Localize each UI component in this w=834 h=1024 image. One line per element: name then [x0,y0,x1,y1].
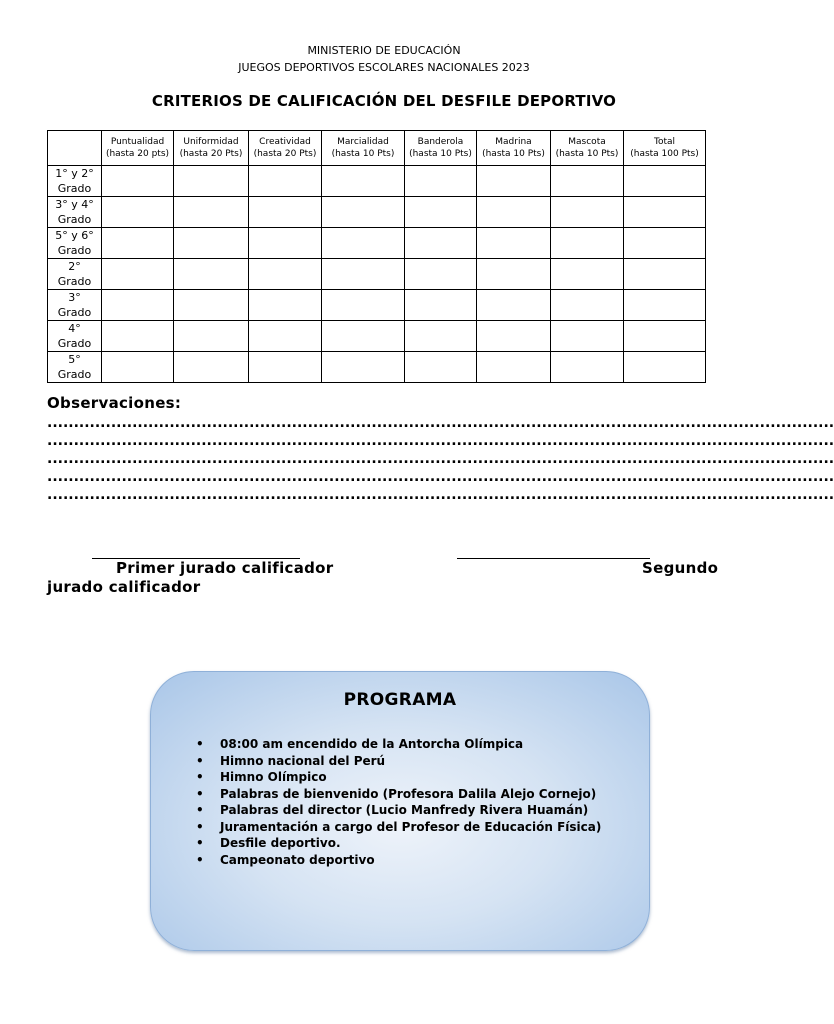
second-signature-line [457,558,650,559]
score-cell[interactable] [249,290,322,321]
grade-label: 3° Grado [48,290,102,321]
bullet-icon: • [196,819,204,834]
observation-line[interactable]: .................................................................................................................................................... [47,451,834,467]
header-corner-cell [48,131,102,166]
score-cell[interactable] [249,166,322,197]
score-cell[interactable] [551,197,624,228]
observation-line[interactable]: .................................................................................................................................................... [47,415,834,431]
score-cell[interactable] [624,166,706,197]
list-item: • Himno Olímpico [196,770,327,784]
list-item: • Desfile deportivo. [196,836,341,850]
score-cell[interactable] [551,290,624,321]
second-judge-label-continued: jurado calificador [47,578,201,596]
first-judge-label: Primer jurado calificador [116,559,334,577]
score-cell[interactable] [322,352,405,383]
bullet-icon: • [196,803,204,817]
table-row [48,290,706,321]
score-cell[interactable] [102,352,174,383]
program-list [196,736,601,868]
list-item: • Campeonato deportivo [196,852,375,867]
score-cell[interactable] [102,290,174,321]
column-header: Puntualidad (hasta 20 pts) [102,131,174,166]
score-cell[interactable] [624,197,706,228]
table-header-row [48,131,706,166]
program-title: PROGRAMA [343,690,457,710]
table-row [48,197,706,228]
score-cell[interactable] [477,321,551,352]
column-header: Mascota (hasta 10 Pts) [551,131,624,166]
list-item: • Himno nacional del Perú [196,753,386,768]
score-cell[interactable] [624,259,706,290]
scoring-table [47,130,706,383]
event-heading: JUEGOS DEPORTIVOS ESCOLARES NACIONALES 2023 [238,61,530,74]
table-row [48,228,706,259]
score-cell[interactable] [174,197,249,228]
score-cell[interactable] [624,321,706,352]
grade-label: 5° y 6° Grado [48,228,102,259]
bullet-icon: • [196,753,204,768]
bullet-icon: • [196,852,204,867]
list-item: • Juramentación a cargo del Profesor de Educación Física) [196,819,602,834]
column-header: Total (hasta 100 Pts) [624,131,706,166]
score-cell[interactable] [477,259,551,290]
score-cell[interactable] [322,197,405,228]
score-cell[interactable] [174,352,249,383]
list-item: • Palabras de bienvenido (Profesora Dalila Alejo Cornejo) [196,786,597,801]
score-cell[interactable] [551,166,624,197]
score-cell[interactable] [174,290,249,321]
page-title: CRITERIOS DE CALIFICACIÓN DEL DESFILE DEPORTIVO [151,92,617,110]
column-header: Madrina (hasta 10 Pts) [477,131,551,166]
column-header: Uniformidad (hasta 20 Pts) [174,131,249,166]
score-cell[interactable] [174,228,249,259]
column-header: Marcialidad (hasta 10 Pts) [322,131,405,166]
table-row [48,352,706,383]
score-cell[interactable] [102,166,174,197]
score-cell[interactable] [249,259,322,290]
score-cell[interactable] [405,228,477,259]
observation-line[interactable]: .................................................................................................................................................... [47,433,834,449]
score-cell[interactable] [477,197,551,228]
score-cell[interactable] [322,290,405,321]
score-cell[interactable] [102,197,174,228]
score-cell[interactable] [477,166,551,197]
observation-line[interactable]: .................................................................................................................................................... [47,487,834,503]
bullet-icon: • [196,786,204,801]
column-header: Creatividad (hasta 20 Pts) [249,131,322,166]
score-cell[interactable] [551,259,624,290]
score-cell[interactable] [322,228,405,259]
column-header: Banderola (hasta 10 Pts) [405,131,477,166]
score-cell[interactable] [249,321,322,352]
score-cell[interactable] [322,259,405,290]
score-cell[interactable] [405,352,477,383]
score-cell[interactable] [102,321,174,352]
second-judge-label: Segundo [642,559,719,577]
score-cell[interactable] [249,228,322,259]
score-cell[interactable] [249,197,322,228]
score-cell[interactable] [477,228,551,259]
table-row [48,166,706,197]
score-cell[interactable] [249,352,322,383]
bullet-icon: • [196,836,204,850]
bullet-icon: • [196,770,204,784]
score-cell[interactable] [102,228,174,259]
score-cell[interactable] [405,321,477,352]
table-row [48,259,706,290]
score-cell[interactable] [174,166,249,197]
table-row [48,321,706,352]
score-cell[interactable] [322,321,405,352]
list-item: • Palabras del director (Lucio Manfredy Rivera Huamán) [196,803,589,817]
score-cell[interactable] [624,352,706,383]
grade-label: 5° Grado [48,352,102,383]
score-cell[interactable] [551,321,624,352]
grade-label: 3° y 4° Grado [48,197,102,228]
score-cell[interactable] [405,197,477,228]
observation-line[interactable]: .................................................................................................................................................... [47,469,834,485]
score-cell[interactable] [405,290,477,321]
bullet-icon: • [196,737,204,751]
score-cell[interactable] [624,290,706,321]
score-cell[interactable] [477,290,551,321]
score-cell[interactable] [174,321,249,352]
score-cell[interactable] [405,259,477,290]
score-cell[interactable] [551,352,624,383]
grade-label: 1° y 2° Grado [48,166,102,197]
score-cell[interactable] [174,259,249,290]
score-cell[interactable] [102,259,174,290]
score-cell[interactable] [477,352,551,383]
score-cell[interactable] [405,166,477,197]
ministry-heading: MINISTERIO DE EDUCACIÓN [307,44,461,57]
grade-label: 2° Grado [48,259,102,290]
score-cell[interactable] [624,228,706,259]
list-item: • 08:00 am encendido de la Antorcha Olímpica [196,737,524,751]
grade-label: 4° Grado [48,321,102,352]
score-cell[interactable] [551,228,624,259]
observations-label: Observaciones: [47,394,182,412]
score-cell[interactable] [322,166,405,197]
